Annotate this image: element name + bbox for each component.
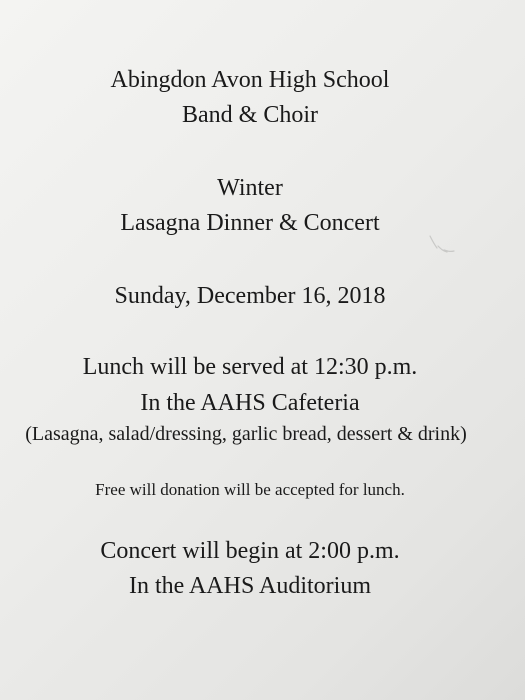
concert-location: In the AAHS Auditorium bbox=[128, 573, 371, 599]
lunch-time: Lunch will be served at 12:30 p.m. bbox=[82, 354, 418, 380]
pen-smudge-mark bbox=[428, 232, 456, 256]
event-title: Lasagna Dinner & Concert bbox=[120, 210, 380, 236]
concert-time: Concert will begin at 2:00 p.m. bbox=[100, 538, 400, 564]
groups-title: Band & Choir bbox=[182, 102, 318, 128]
season-title: Winter bbox=[217, 175, 283, 201]
event-date: Sunday, December 16, 2018 bbox=[114, 283, 386, 309]
donation-note: Free will donation will be accepted for lunch. bbox=[95, 480, 405, 499]
lunch-menu: (Lasagna, salad/dressing, garlic bread, dessert & drink) bbox=[25, 423, 467, 445]
lunch-location: In the AAHS Cafeteria bbox=[140, 390, 360, 416]
school-name: Abingdon Avon High School bbox=[110, 67, 390, 93]
